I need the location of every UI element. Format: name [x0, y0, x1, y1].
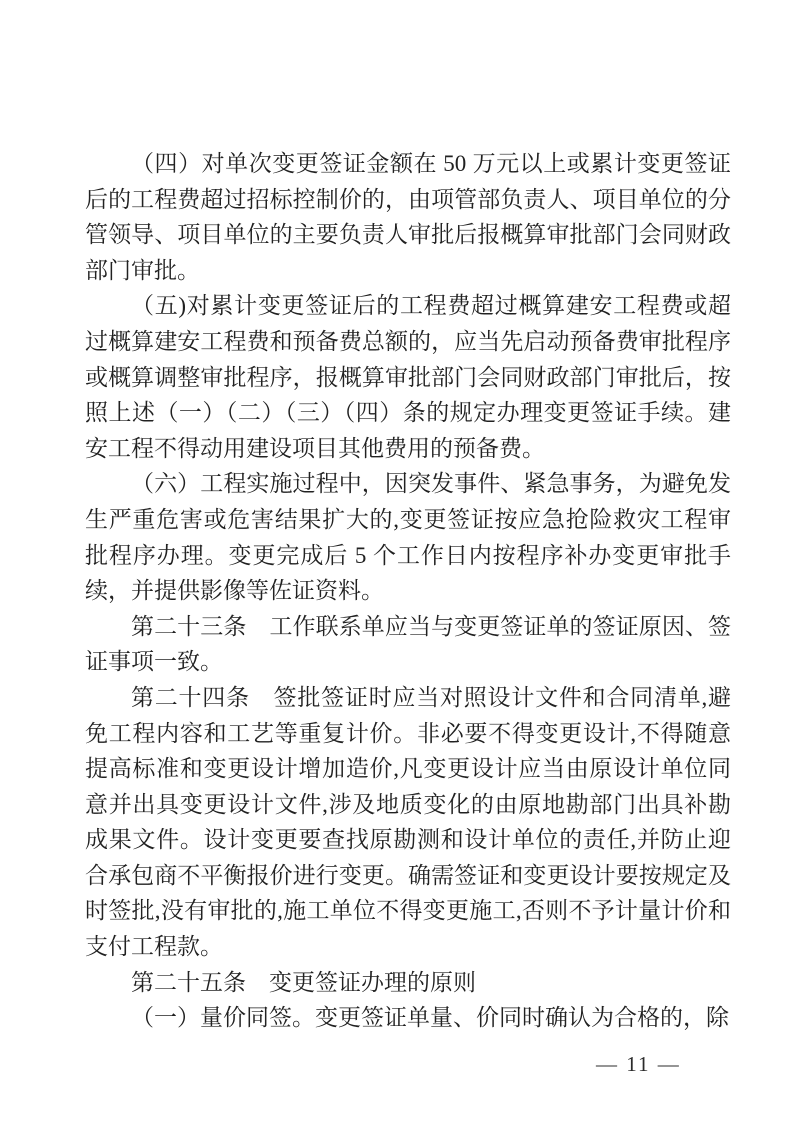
paragraph-article-25-heading: 第二十五条 变更签证办理的原则 — [131, 969, 476, 995]
page-number: — 11 — — [596, 1052, 681, 1076]
paragraph-article-23: 第二十三条 工作联系单应当与变更签证单的签证原因、签证事项一致。 — [85, 613, 731, 675]
paragraph-item-4: （四）对单次变更签证金额在 50 万元以上或累计变更签证后的工程费超过招标控制价的，由项管部负责人、项目单位的分管领导、项目单位的主要负责人审批后报概算审批部门会同财政部门审批。 — [85, 151, 731, 283]
document-text-block — [85, 146, 731, 1036]
paragraph-article-24: 第二十四条 签批签证时应当对照设计文件和合同清单,避免工程内容和工艺等重复计价。非必要不得变更设计,不得随意提高标准和变更设计增加造价,凡变更设计应当由原设计单位同意并出具变更设计文件,涉及地质变化的由原地勘部门出具补勘成果文件。设计变更要查找原勘测和设计单位的责任,并防止迎合承包商不平衡报价进行变更。确需签证和变更设计要按规定及时签批,没有审批的,施工单位不得变更施工,否则不予计量计价和支付工程款。 — [85, 684, 731, 960]
paragraph-item-6: （六）工程实施过程中，因突发事件、紧急事务，为避免发生严重危害或危害结果扩大的,变更签证按应急抢险救灾工程审批程序办理。变更完成后 5 个工作日内按程序补办变更审批手续，并提供影像等佐证资料。 — [85, 471, 731, 604]
paragraph-item-5: （五)对累计变更签证后的工程费超过概算建安工程费或超过概算建安工程费和预备费总额的，应当先启动预备费审批程序或概算调整审批程序，报概算审批部门会同财政部门审批后，按照上述（一）（二）（三）（四）条的规定办理变更签证手续。建安工程不得动用建设项目其他费用的预备费。 — [85, 293, 731, 461]
paragraph-item-1: （一）量价同签。变更签证单量、价同时确认为合格的，除 — [131, 1005, 729, 1031]
